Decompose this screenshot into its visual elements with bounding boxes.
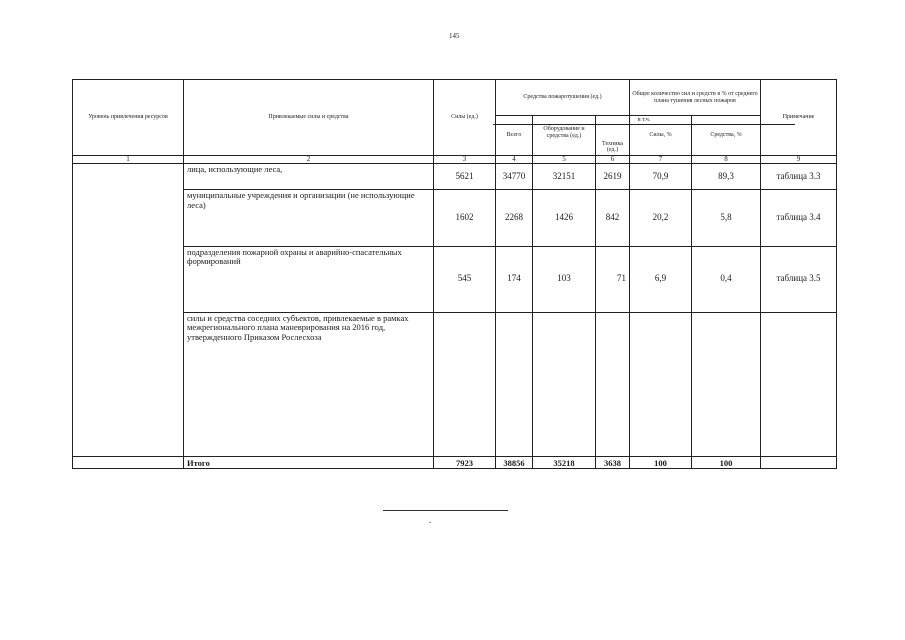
- row-note: таблица 3.5: [761, 246, 837, 312]
- column-number: 5: [533, 156, 596, 164]
- row-note: [761, 312, 837, 456]
- totals-share-forces: 100: [630, 456, 692, 468]
- totals-technique: 3638: [596, 456, 630, 468]
- column-number: 7: [630, 156, 692, 164]
- column-number: 3: [434, 156, 496, 164]
- row-total: 2268: [496, 190, 533, 246]
- header-note: Примечание: [761, 80, 837, 156]
- row-note: таблица 3.4: [761, 190, 837, 246]
- totals-label: Итого: [184, 456, 434, 468]
- table-row: [73, 312, 837, 456]
- table-row: [73, 246, 837, 312]
- header-equipment: Оборудование и средства (ед.): [543, 126, 585, 139]
- row-equipment: 103: [533, 246, 596, 312]
- row-share-forces: [630, 312, 692, 456]
- row-share-forces: 20,2: [630, 190, 692, 246]
- row-note: таблица 3.3: [761, 164, 837, 190]
- column-numbers-row: [73, 156, 837, 164]
- row-share-means: 89,3: [692, 164, 761, 190]
- totals-share-means: 100: [692, 456, 761, 468]
- table-row: [73, 190, 837, 246]
- column-number: 1: [73, 156, 184, 164]
- row-share-forces: 6,9: [630, 246, 692, 312]
- column-number: 9: [761, 156, 837, 164]
- totals-total: 38856: [496, 456, 533, 468]
- row-technique: 2619: [596, 164, 630, 190]
- header-share-means: Средства, %: [692, 116, 761, 156]
- level-cell: [73, 164, 184, 456]
- row-share-forces: 70,9: [630, 164, 692, 190]
- row-desc: подразделения пожарной охраны и аварийно-спасательных формирований: [184, 246, 434, 312]
- row-people: 5621: [434, 164, 496, 190]
- totals-people: 7923: [434, 456, 496, 468]
- column-number: 4: [496, 156, 533, 164]
- row-equipment: 1426: [533, 190, 596, 246]
- row-desc: силы и средства соседних субъектов, привлекаемые в рамках межрегионального плана маневрирования на 2016 год, утвержденного Приказом Рослесхоза: [184, 312, 434, 456]
- row-equipment: [533, 312, 596, 456]
- header-level: Уровень привлечения ресурсов: [73, 80, 184, 156]
- row-share-means: 5,8: [692, 190, 761, 246]
- header-technique: Техника (ед.): [596, 116, 630, 156]
- row-technique: 71: [596, 246, 630, 312]
- row-technique: [596, 312, 630, 456]
- row-people: 1602: [434, 190, 496, 246]
- row-people: [434, 312, 496, 456]
- totals-equipment: 35218: [533, 456, 596, 468]
- row-people: 545: [434, 246, 496, 312]
- row-desc: лица, использующие леса,: [184, 164, 434, 190]
- column-number: 2: [184, 156, 434, 164]
- row-total: 174: [496, 246, 533, 312]
- row-technique: 842: [596, 190, 630, 246]
- totals-level-cell: [73, 456, 184, 468]
- column-number: 6: [596, 156, 630, 164]
- row-total: 34770: [496, 164, 533, 190]
- header-total: Всего: [496, 116, 533, 156]
- scan-mark: [429, 522, 431, 523]
- resources-table: [72, 79, 837, 469]
- header-forces: Привлекаемые силы и средства: [184, 80, 434, 156]
- column-number: 8: [692, 156, 761, 164]
- row-desc: муниципальные учреждения и организации (не использующие леса): [184, 190, 434, 246]
- header-share-group: Общее количество сил и средств в % от среднего плана тушения лесных пожаров: [630, 80, 761, 116]
- row-equipment: 32151: [533, 164, 596, 190]
- header-share-forces: Силы, %: [630, 116, 692, 156]
- header-people: Силы (ед.): [434, 80, 496, 156]
- header-means-group: Средства пожаротушения (ед.): [496, 80, 630, 116]
- totals-note: [761, 456, 837, 468]
- table-row: [73, 164, 837, 190]
- header-vtch: в т.ч.: [493, 116, 795, 125]
- row-share-means: [692, 312, 761, 456]
- row-total: [496, 312, 533, 456]
- separator-line: [383, 510, 508, 511]
- totals-row: [73, 456, 837, 468]
- row-share-means: 0,4: [692, 246, 761, 312]
- page-number: 145: [449, 32, 460, 40]
